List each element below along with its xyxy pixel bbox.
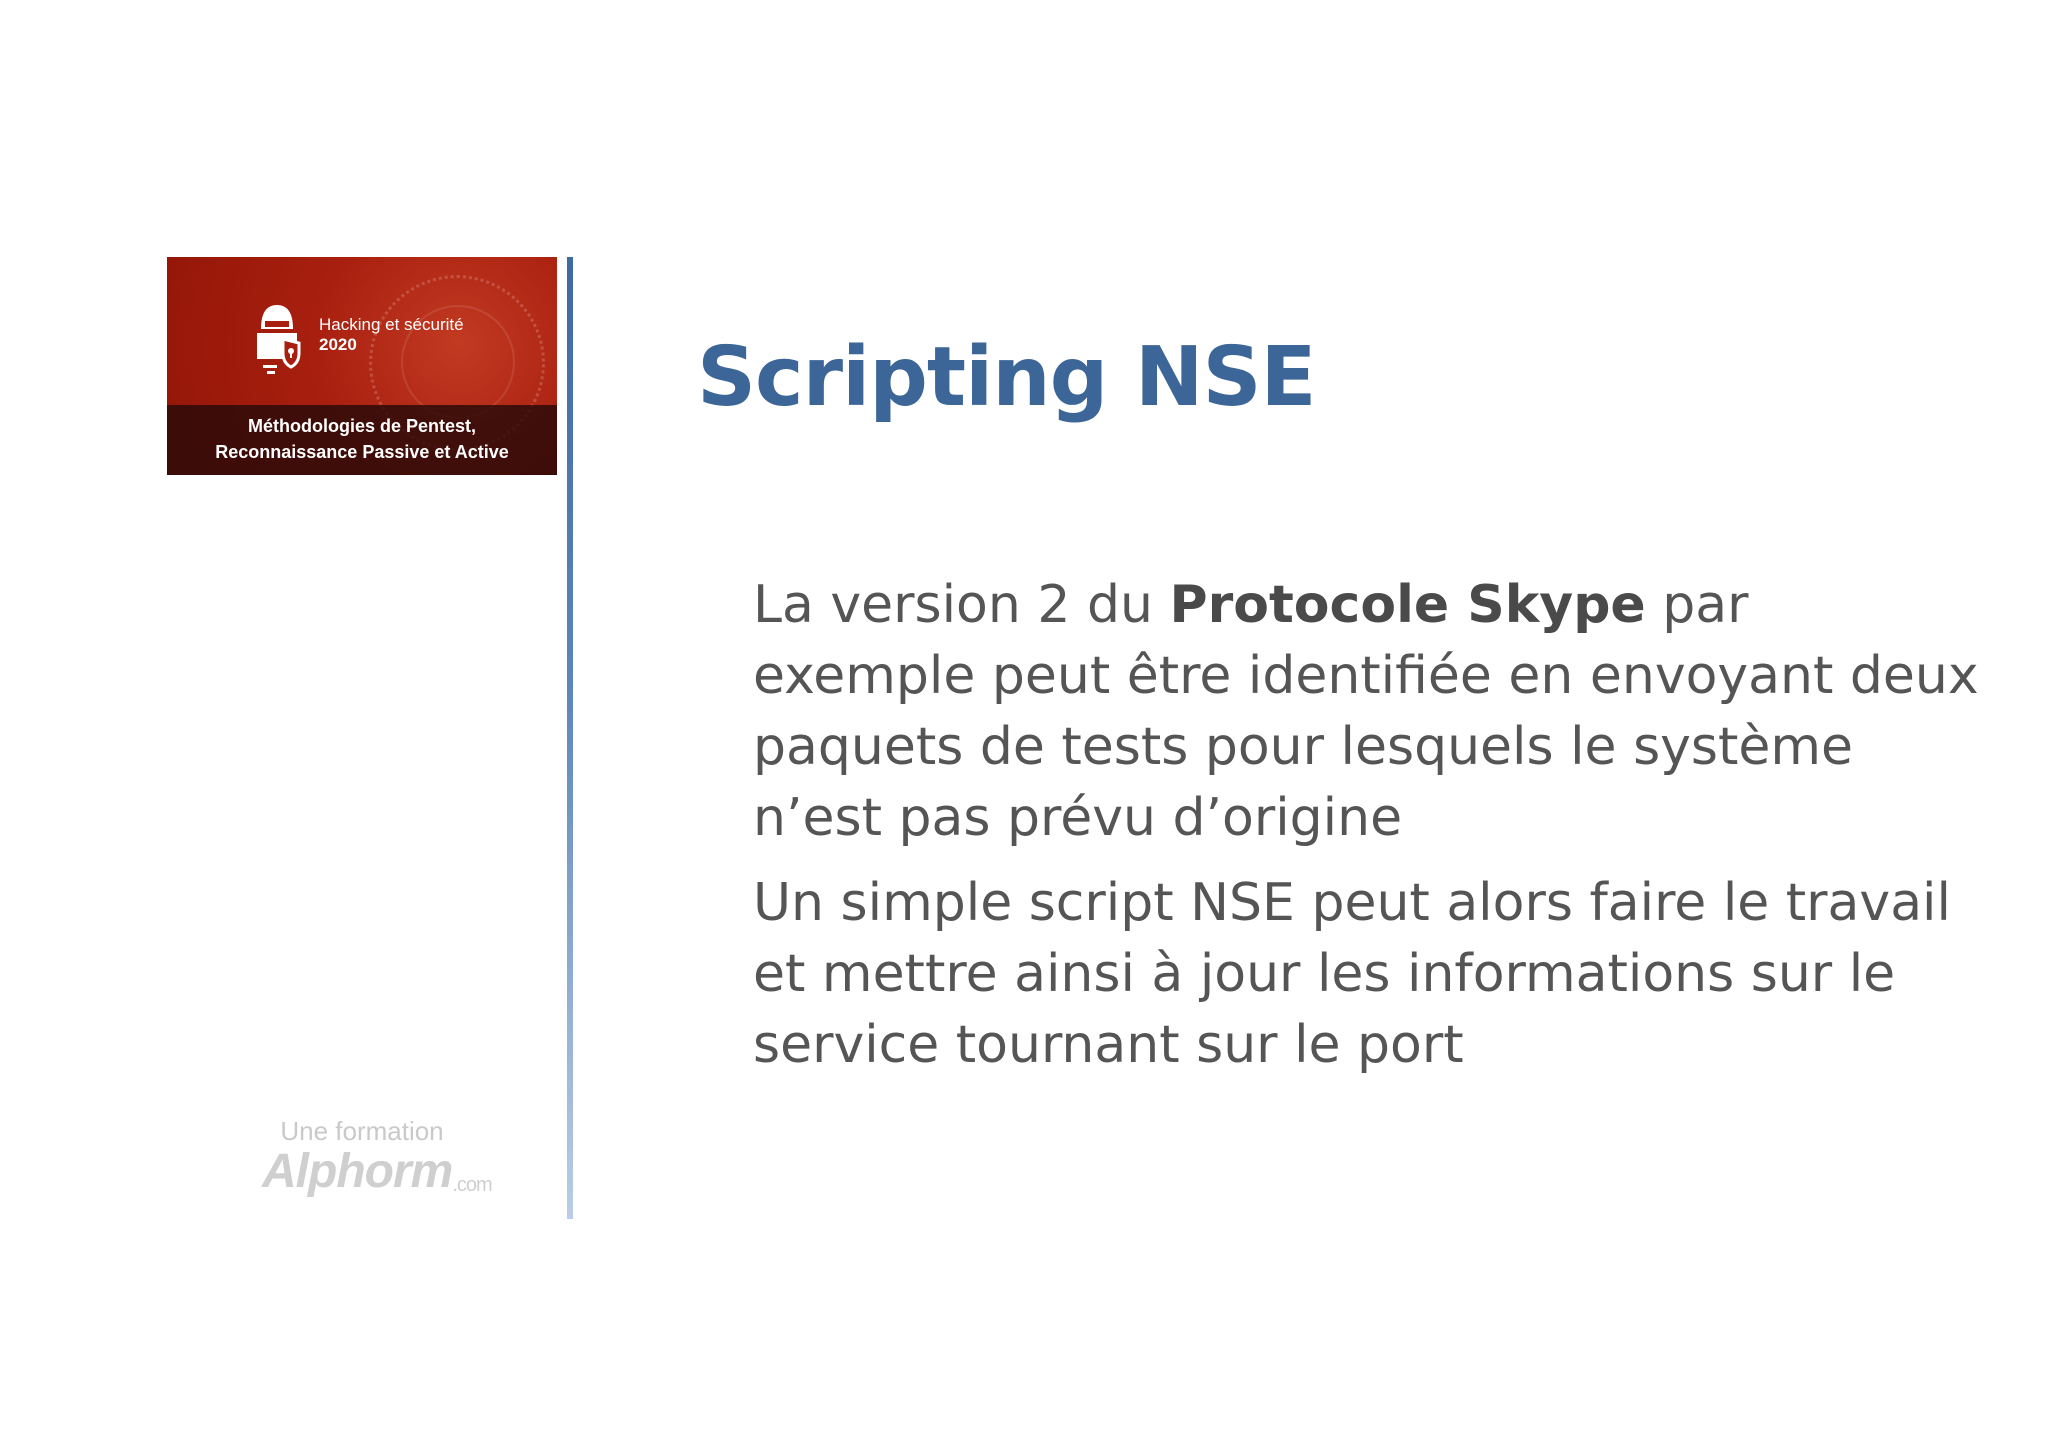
paragraph-1-after: par exemple peut être identifiée en envoyant deux paquets de tests pour lesquels le système n’est pas prévu d’origine <box>753 575 1979 848</box>
alphorm-logo <box>262 1116 492 1206</box>
slide-body <box>753 570 1983 1095</box>
paragraph-1-bold: Protocole Skype <box>1169 575 1646 635</box>
logo-brand <box>262 1147 492 1206</box>
paragraph-1 <box>753 570 1983 854</box>
logo-brand-name: Alphorm <box>262 1145 453 1198</box>
badge-title <box>319 315 464 355</box>
badge-subtitle-line2: Reconnaissance Passive et Active <box>215 442 509 462</box>
logo-suffix: .com <box>452 1174 492 1196</box>
badge-title-line1: Hacking et sécurité <box>319 315 464 334</box>
slide-title: Scripting NSE <box>697 330 1316 425</box>
paragraph-2: Un simple script NSE peut alors faire le travail et mettre ainsi à jour les informations sur le service tournant sur le port <box>753 873 1951 1075</box>
paragraph-1-before: La version 2 du <box>753 575 1170 635</box>
badge-subtitle-band <box>167 405 557 475</box>
logo-tagline: Une formation <box>280 1116 444 1146</box>
vertical-divider <box>567 257 573 1219</box>
badge-subtitle-line1: Méthodologies de Pentest, <box>247 416 477 436</box>
badge-title-year: 2020 <box>319 335 357 354</box>
course-badge <box>167 257 557 475</box>
hacker-shield-icon <box>253 299 305 377</box>
